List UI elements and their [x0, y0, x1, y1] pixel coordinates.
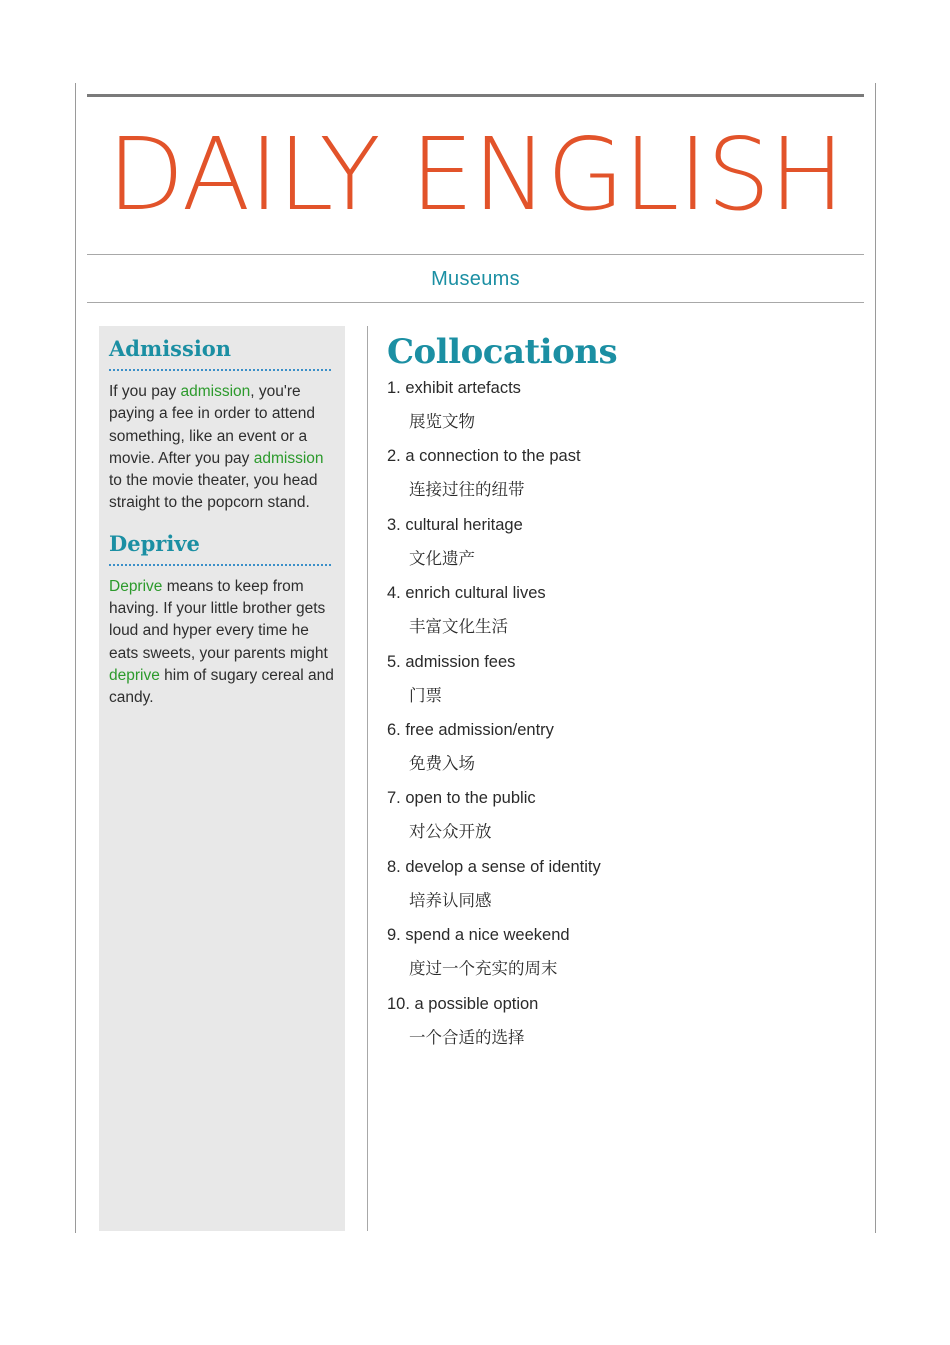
list-item — [387, 513, 857, 581]
column-divider — [367, 326, 368, 1231]
list-item — [387, 992, 857, 1060]
collocation-chinese: 培养认同感 — [409, 890, 492, 910]
collocation-chinese: 免费入场 — [409, 753, 475, 773]
definition-text: means to keep from having. If your little brother gets loud and hyper every time he eats sweets, your parents might — [109, 577, 328, 662]
definition-text: him of sugary cereal and candy. — [109, 666, 334, 707]
subtitle-divider — [87, 302, 864, 303]
list-item — [387, 581, 857, 649]
page-frame-right — [875, 83, 876, 1233]
collocation-chinese: 连接过往的纽带 — [409, 480, 525, 500]
vocab-heading: Deprive — [109, 531, 331, 566]
list-item — [387, 923, 857, 991]
collocation-chinese: 对公众开放 — [409, 822, 492, 842]
vocab-definition — [109, 576, 339, 710]
collocations-heading: Collocations — [387, 332, 618, 372]
collocation-chinese: 度过一个充实的周末 — [409, 959, 558, 979]
collocation-chinese: 展览文物 — [409, 412, 475, 431]
vocab-definition — [109, 381, 339, 515]
list-item — [387, 718, 857, 786]
highlighted-term: Deprive — [109, 577, 163, 595]
vocabulary-sidebar — [99, 326, 345, 1231]
collocation-english: 10. a possible option — [387, 994, 539, 1013]
collocation-english: 6. free admission/entry — [387, 720, 554, 739]
collocation-english: 7. open to the public — [387, 789, 536, 808]
definition-text: , you're paying a fee in order to attend something, like an event or a movie. After you pay — [109, 383, 315, 467]
highlighted-term: admission — [253, 449, 324, 467]
vocab-entry-admission — [109, 336, 336, 515]
vocab-entry-deprive — [109, 531, 336, 710]
collocation-english: 2. a connection to the past — [387, 447, 581, 466]
collocation-english: 5. admission fees — [387, 652, 516, 671]
collocation-chinese: 文化遗产 — [409, 548, 475, 568]
vocab-heading: Admission — [109, 336, 331, 371]
topic-subtitle: Museums — [431, 268, 520, 290]
highlighted-term: deprive — [109, 666, 160, 684]
definition-text: If you pay — [109, 383, 181, 400]
collocations-section — [387, 330, 857, 1060]
top-rule — [87, 94, 864, 97]
masthead-divider — [87, 254, 864, 255]
masthead-title: DAILY ENGLISH — [107, 116, 844, 233]
collocation-english: 3. cultural heritage — [387, 515, 523, 534]
collocation-chinese: 一个合适的选择 — [409, 1027, 525, 1047]
list-item — [387, 855, 857, 923]
list-item — [387, 650, 857, 718]
list-item — [387, 376, 857, 444]
list-item — [387, 444, 857, 512]
collocation-english: 8. develop a sense of identity — [387, 857, 601, 876]
list-item — [387, 786, 857, 854]
collocation-english: 4. enrich cultural lives — [387, 584, 546, 603]
collocations-list — [387, 376, 857, 1060]
collocation-chinese: 门票 — [409, 685, 442, 705]
collocation-chinese: 丰富文化生活 — [409, 617, 508, 637]
page-frame-left — [75, 83, 76, 1233]
masthead — [87, 110, 864, 240]
definition-text: to the movie theater, you head straight to the popcorn stand. — [109, 472, 318, 512]
collocation-english: 1. exhibit artefacts — [387, 379, 521, 397]
highlighted-term: admission — [180, 383, 251, 400]
collocation-english: 9. spend a nice weekend — [387, 926, 570, 945]
